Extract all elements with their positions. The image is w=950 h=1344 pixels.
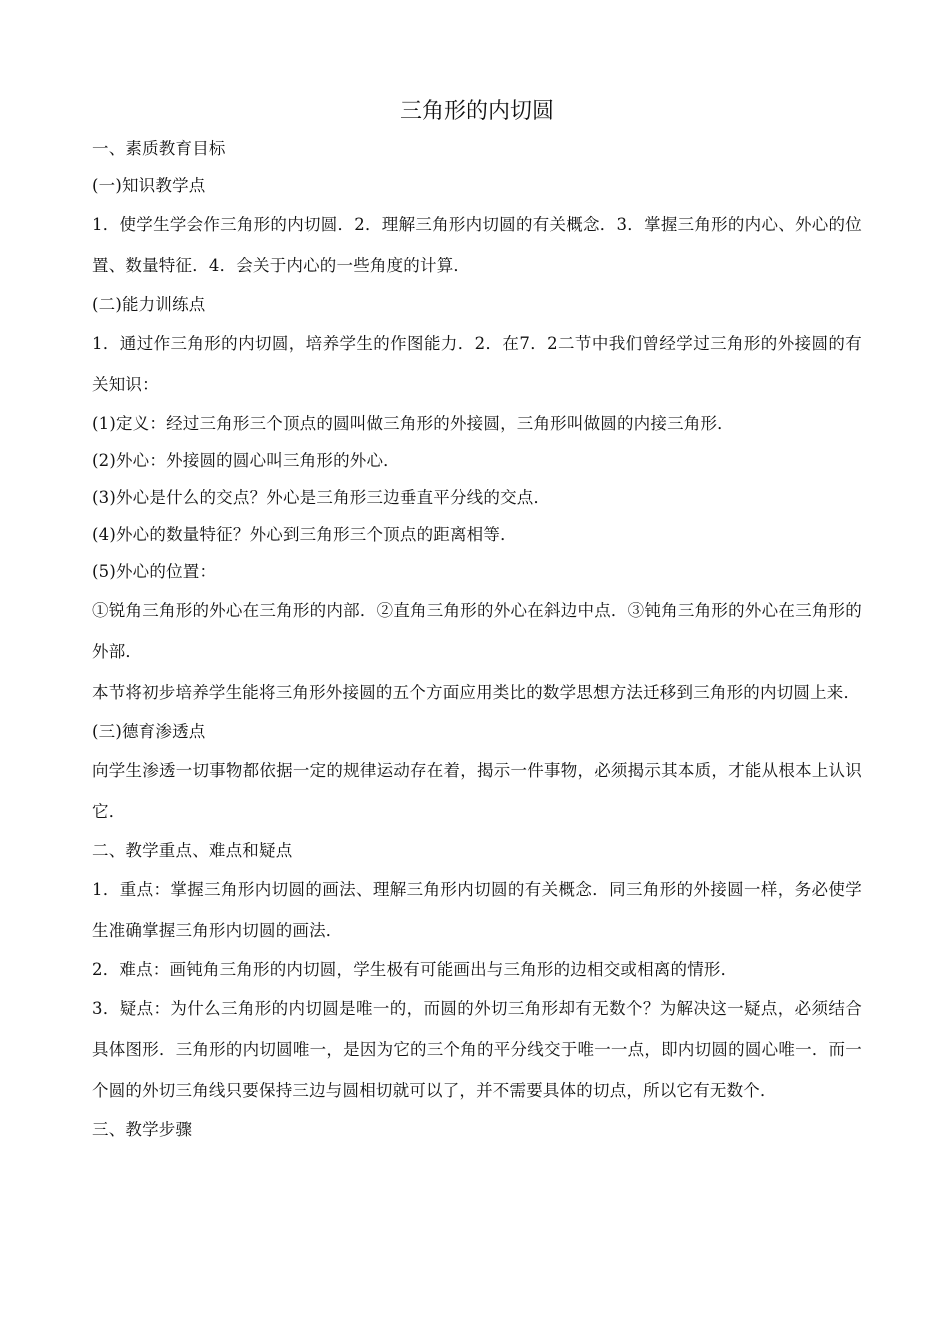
document-title: 三角形的内切圆 xyxy=(399,99,554,124)
list-item-intersection: (3)外心是什么的交点？外心是三角形三边垂直平分线的交点． xyxy=(92,488,551,507)
paragraph-moral: 向学生渗透一切事物都依据一定的规律运动存在着，揭示一件事物，必须揭示其本质，才能从根本上认识它． xyxy=(92,761,862,821)
list-item-circumcenter: (2)外心：外接圆的圆心叫三角形的外心． xyxy=(92,451,400,470)
paragraph-analogy: 本节将初步培养学生能将三角形外接圆的五个方面应用类比的数学思想方法迁移到三角形的内切圆上来． xyxy=(92,683,861,702)
section-heading-key-points: 二、教学重点、难点和疑点 xyxy=(92,841,293,860)
section-heading-goals: 一、素质教育目标 xyxy=(92,139,226,158)
list-item-position: (5)外心的位置： xyxy=(92,562,217,581)
paragraph-doubt: 3．疑点：为什么三角形的内切圆是唯一的，而圆的外切三角形却有无数个？为解决这一疑点，必须结合具体图形．三角形的内切圆唯一，是因为它的三个角的平分线交于唯一一点，即内切圆的圆心唯一．而一个圆的外切三角线只要保持三边与圆相切就可以了，并不需要具体的切点，所以它有无数个． xyxy=(92,999,862,1100)
paragraph-position-cases: ①锐角三角形的外心在三角形的内部．②直角三角形的外心在斜边中点．③钝角三角形的外心在三角形的外部． xyxy=(92,601,862,661)
section-heading-steps: 三、教学步骤 xyxy=(92,1120,193,1139)
subsection-heading-moral: (三)德育渗透点 xyxy=(92,722,206,741)
paragraph-difficulty: 2．难点：画钝角三角形的内切圆，学生极有可能画出与三角形的边相交或相离的情形． xyxy=(92,960,738,979)
list-item-definition: (1)定义：经过三角形三个顶点的圆叫做三角形的外接圆，三角形叫做圆的内接三角形． xyxy=(92,414,734,433)
document-page xyxy=(92,96,862,1148)
subsection-heading-knowledge: (一)知识教学点 xyxy=(92,176,206,195)
list-item-quantity: (4)外心的数量特征？外心到三角形三个顶点的距离相等． xyxy=(92,525,517,544)
paragraph-key-point: 1．重点：掌握三角形内切圆的画法、理解三角形内切圆的有关概念．同三角形的外接圆一样，务必使学生准确掌握三角形内切圆的画法． xyxy=(92,880,862,940)
paragraph-knowledge-points: 1．使学生学会作三角形的内切圆．2．理解三角形内切圆的有关概念．3．掌握三角形的内心、外心的位置、数量特征．4．会关于内心的一些角度的计算． xyxy=(92,215,862,275)
subsection-heading-ability: (二)能力训练点 xyxy=(92,295,206,314)
paragraph-ability-intro: 1．通过作三角形的内切圆，培养学生的作图能力．2．在7．2二节中我们曾经学过三角形的外接圆的有关知识： xyxy=(92,334,862,394)
